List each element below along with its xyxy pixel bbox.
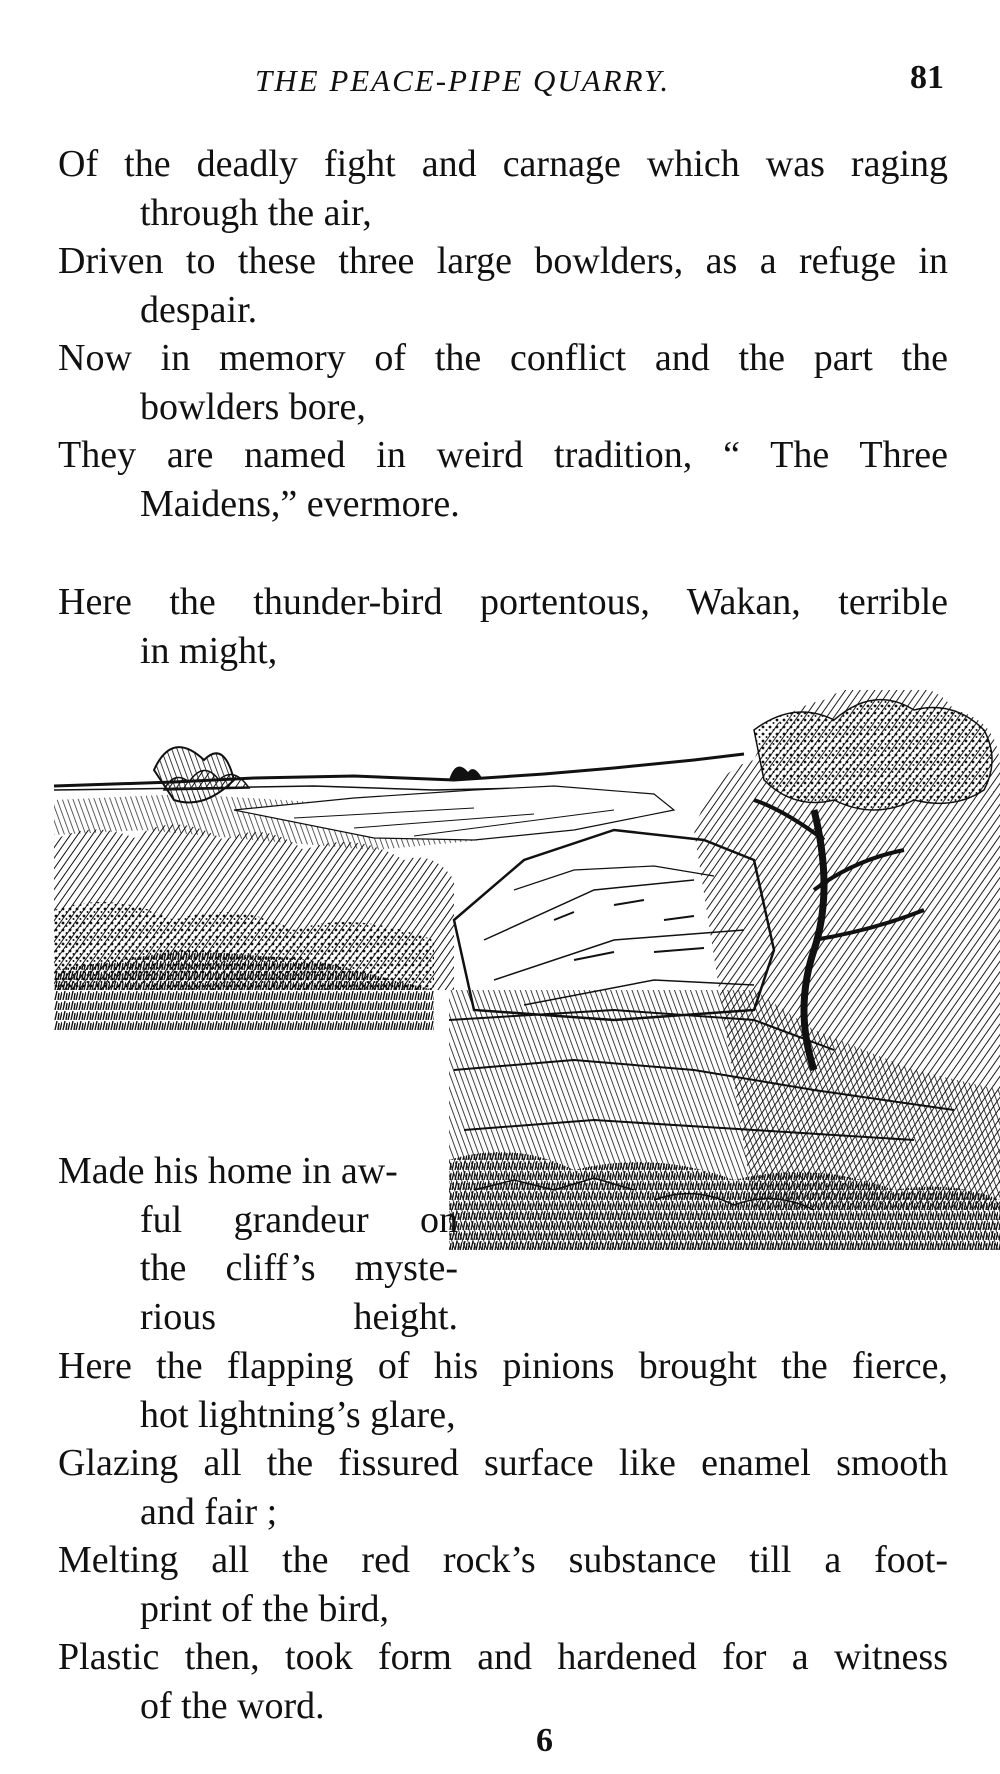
verse-line: Here the flapping of his pinions brought the fierce,: [58, 1345, 948, 1387]
verse-line: bowlders bore,: [140, 385, 366, 428]
verse-line: ful grandeur on: [140, 1198, 458, 1241]
wrapped-verse-lines: [58, 1147, 458, 1341]
verse-line: Here the thunder-bird portentous, Wakan, terrible: [58, 581, 948, 623]
verse-line: Melting all the red rock’s substance till a foot-: [58, 1539, 948, 1581]
stanza-2-closing: [58, 1342, 948, 1730]
verse-line: of the word.: [140, 1684, 325, 1727]
stanza-1: [58, 140, 948, 528]
verse-line: Of the deadly fight and carnage which was raging: [58, 143, 948, 185]
running-title: THE PEACE-PIPE QUARRY.: [255, 63, 671, 98]
verse-line: hot lightning’s glare,: [140, 1393, 456, 1436]
verse-line: Now in memory of the conflict and the part the: [58, 337, 948, 379]
verse-line: They are named in weird tradition, “ The Three: [58, 434, 948, 476]
verse-line: Plastic then, took form and hardened for a witness: [58, 1636, 948, 1678]
verse-line: Driven to these three large bowlders, as a refuge in: [58, 240, 948, 282]
verse-line: the cliff’s myste-: [140, 1247, 458, 1289]
signature-mark: 6: [536, 1722, 553, 1759]
page-number: 81: [910, 59, 944, 96]
verse-line: Maidens,” evermore.: [140, 482, 460, 525]
verse-line: print of the bird,: [140, 1587, 390, 1630]
page-header: [0, 55, 1000, 105]
stanza-2-opening: [58, 578, 948, 675]
verse-line: through the air,: [140, 191, 372, 234]
verse-line: despair.: [140, 288, 258, 331]
verse-line: and fair ;: [140, 1490, 278, 1533]
verse-line: Glazing all the fissured surface like enamel smooth: [58, 1442, 948, 1484]
verse-line: rious height.: [140, 1295, 458, 1338]
verse-line: Made his home in aw-: [58, 1150, 398, 1192]
verse-line: in might,: [140, 629, 278, 672]
